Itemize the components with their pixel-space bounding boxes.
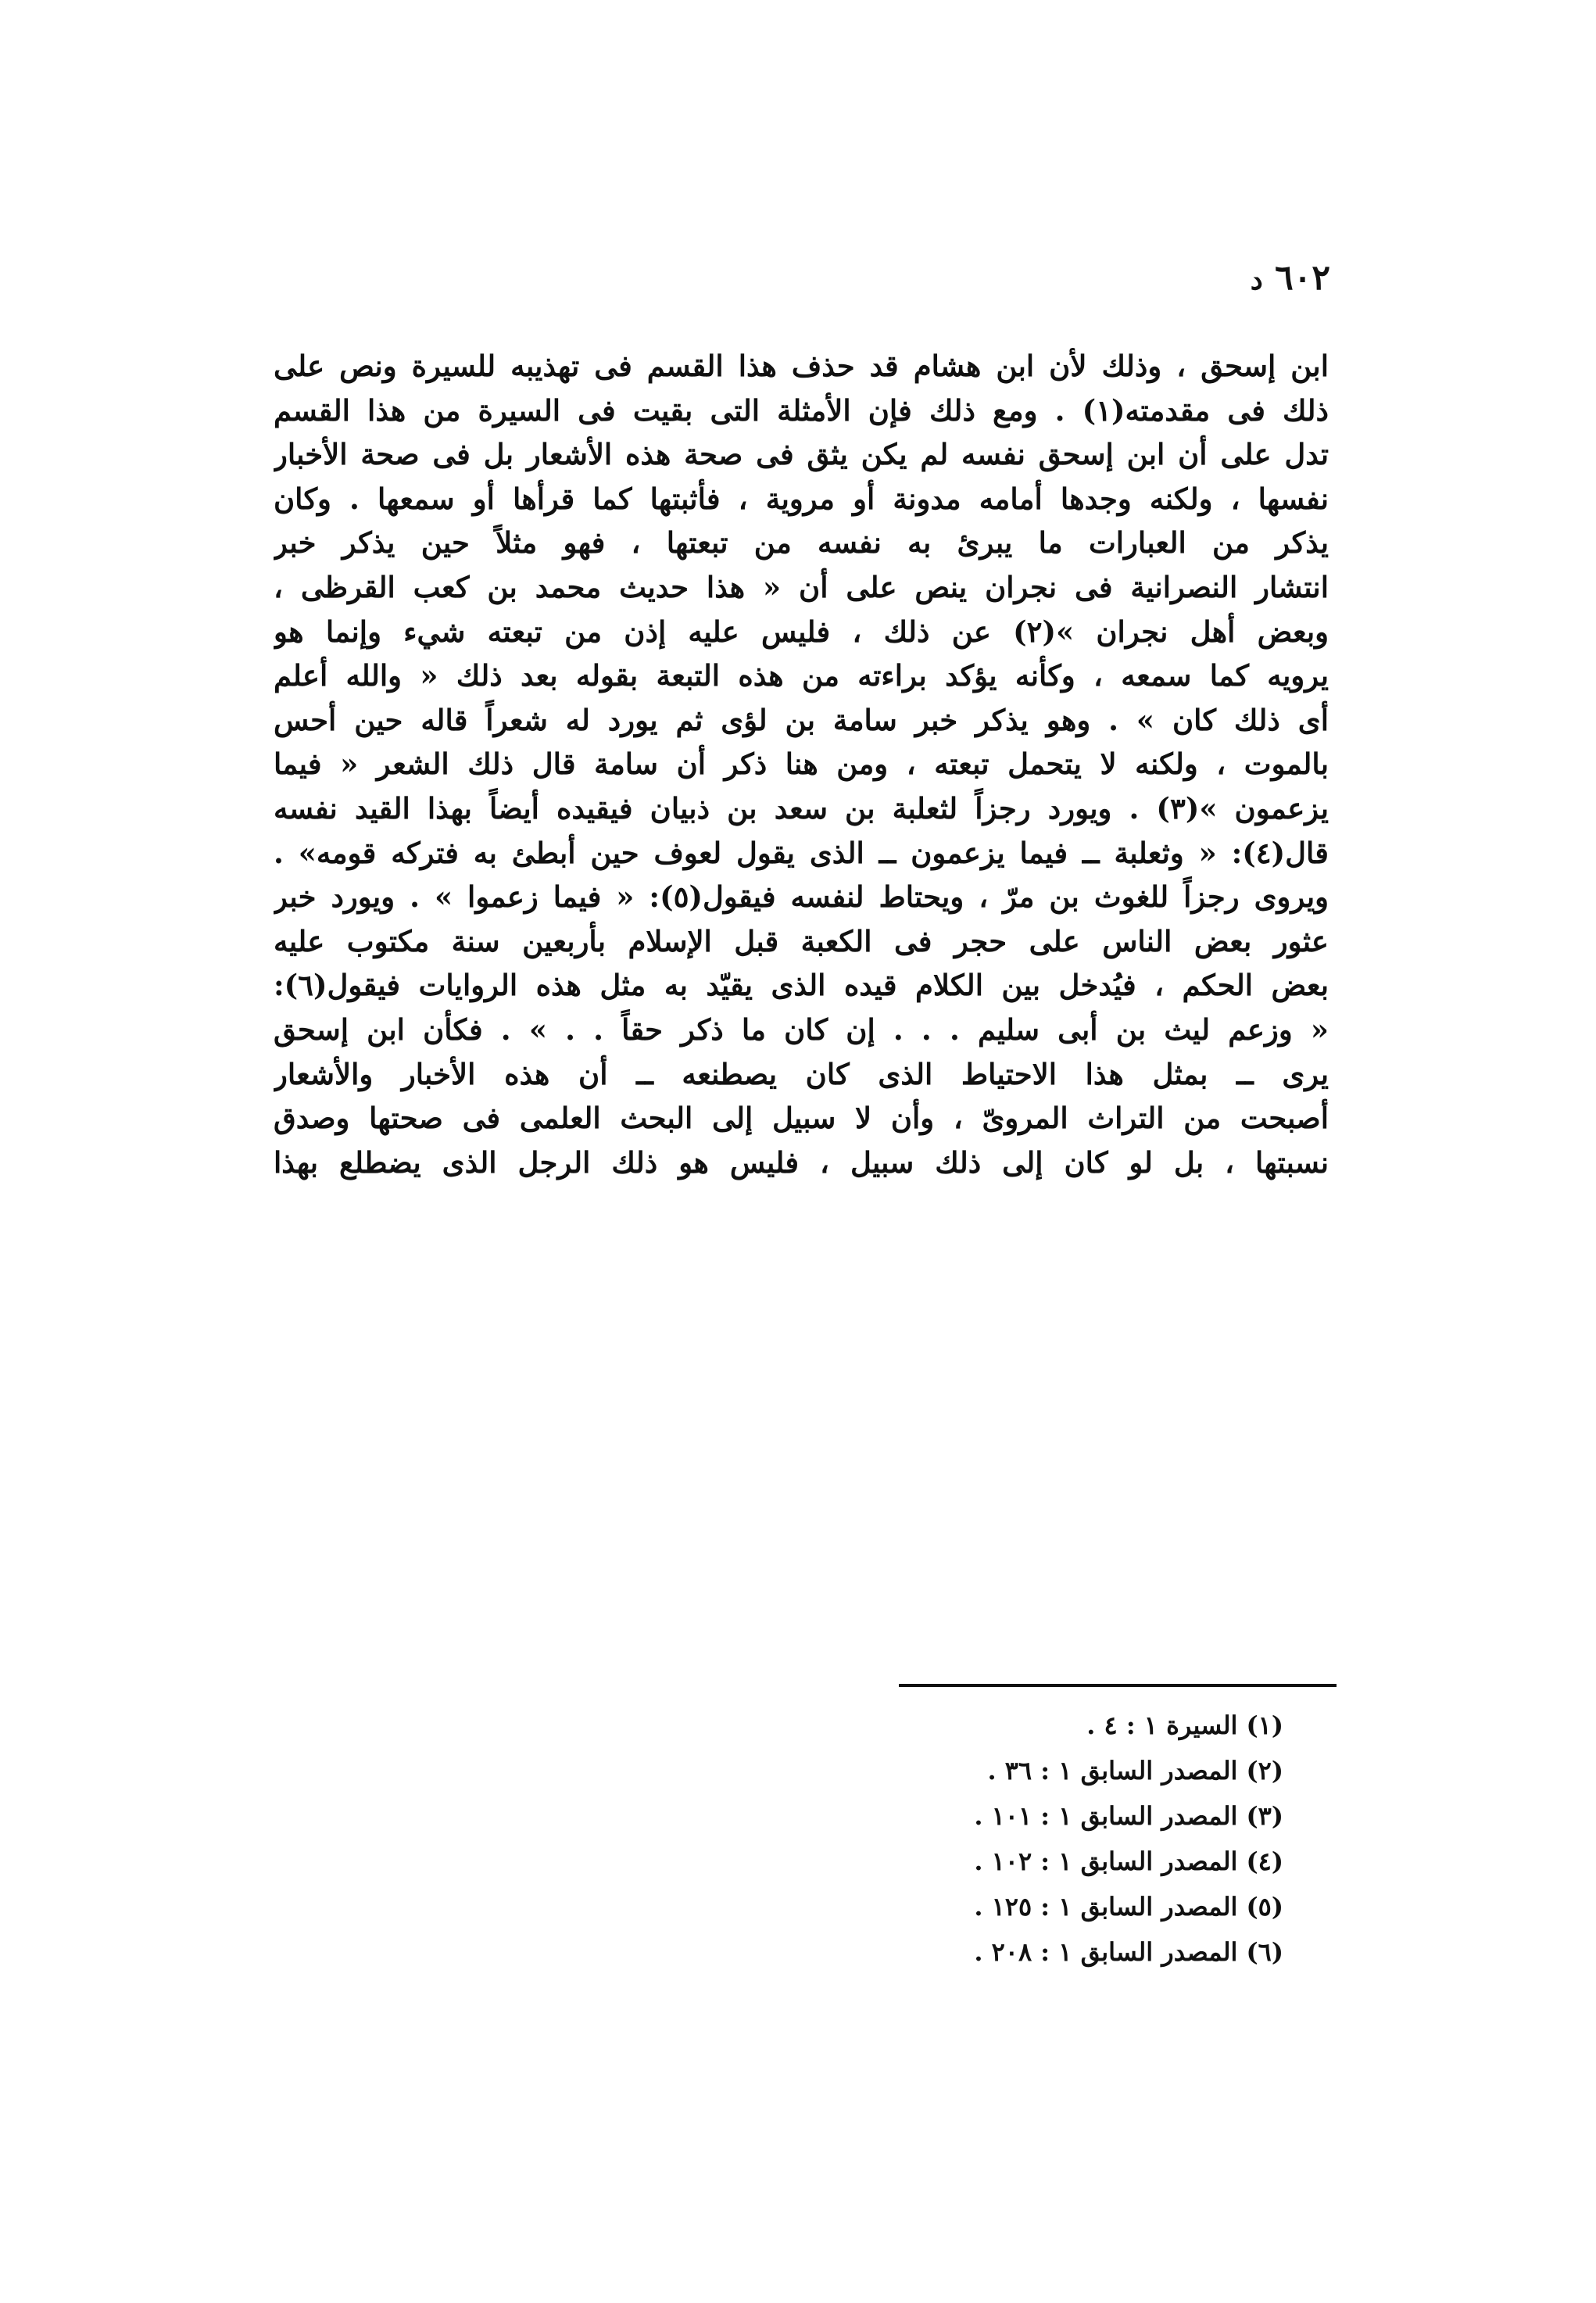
body-text: [274, 344, 1329, 1184]
text-line: وبعض أهل نجران »(٢) عن ذلك ، فليس عليه إذن من تبعته شيء وإنما هو: [274, 614, 1329, 649]
text-line: نسبتها ، بل لو كان إلى ذلك سبيل ، فليس هو ذلك الرجل الذى يضطلع بهذا: [274, 1144, 1329, 1180]
text-line: أى ذلك كان » . وهو يذكر خبر سامة بن لؤى ثم يورد له شعراً قاله حين أحس: [274, 702, 1329, 737]
footnotes: [974, 1703, 1283, 1975]
footnote: (٤) المصدر السابق ١ : ١٠٢ .: [974, 1846, 1283, 1876]
text-line: يزعمون »(٣) . ويورد رجزاً لثعلبة بن سعد بن ذبيان فيقيده أيضاً بهذا القيد نفسه: [274, 790, 1329, 826]
text-line: عثور بعض الناس على حجر فى الكعبة قبل الإسلام بأربعين سنة مكتوب عليه: [274, 923, 1329, 958]
text-line: ابن إسحق ، وذلك لأن ابن هشام قد حذف هذا القسم فى تهذيبه للسيرة ونص على: [274, 349, 1329, 383]
signature-mark: د: [1250, 263, 1263, 296]
footnote: (١) السيرة ١ : ٤ .: [1086, 1710, 1283, 1740]
text-line: بعض الحكم ، فيُدخل بين الكلام قيده الذى يقيّد به مثل هذه الروايات فيقول(٦):: [274, 968, 1329, 1003]
text-line: ذلك فى مقدمته(١) . ومع ذلك فإن الأمثلة التى بقيت فى السيرة من هذا القسم: [274, 392, 1329, 428]
text-line: نفسها ، ولكنه وجدها أمامه مدونة أو مروية ، فأثبتها كما قرأها أو سمعها . وكان: [274, 481, 1329, 516]
text-line: يرويه كما سمعه ، وكأنه يؤكد براءته من هذه التبعة بقوله بعد ذلك « والله أعلم: [274, 658, 1329, 693]
text-line: « وزعم ليث بن أبى سليم . . . إن كان ما ذكر حقاً . . » . فكأن ابن إسحق: [274, 1012, 1329, 1047]
footnote: (٣) المصدر السابق ١ : ١٠١ .: [974, 1801, 1283, 1831]
text-line: يذكر من العبارات ما يبرئ به نفسه من تبعتها ، فهو مثلاً حين يذكر خبر: [274, 525, 1329, 561]
text-line: أصبحت من التراث المروىّ ، وأن لا سبيل إلى البحث العلمى فى صحتها وصدق: [274, 1101, 1329, 1136]
footnote: (٥) المصدر السابق ١ : ١٢٥ .: [974, 1892, 1283, 1922]
footnote: (٦) المصدر السابق ١ : ٢٠٨ .: [974, 1937, 1283, 1967]
text-line: ويروى رجزاً للغوث بن مرّ ، ويحتاط لنفسه فيقول(٥): « فيما زعموا » . ويورد خبر: [274, 879, 1329, 915]
page-number: ٦٠٢: [1275, 258, 1330, 298]
page-header: [1236, 258, 1330, 298]
text-line: قال(٤): « وثعلبة ــ فيما يزعمون ــ الذى يقول لعوف حين أبطئ به فتركه قومه» .: [274, 835, 1329, 870]
text-line: تدل على أن ابن إسحق نفسه لم يكن يثق فى صحة هذه الأشعار بل فى صحة الأخبار: [274, 437, 1329, 472]
footnote-separator: [899, 1684, 1337, 1687]
footnote: (٢) المصدر السابق ١ : ٣٦ .: [987, 1756, 1283, 1785]
text-line: انتشار النصرانية فى نجران ينص على أن « هذا حديث محمد بن كعب القرظى ،: [274, 569, 1329, 604]
text-line: يرى ــ بمثل هذا الاحتياط الذى كان يصطنعه ــ أن هذه الأخبار والأشعار: [274, 1056, 1329, 1091]
text-line: بالموت ، ولكنه لا يتحمل تبعته ، ومن هنا ذكر أن سامة قال ذلك الشعر « فيما: [274, 747, 1329, 782]
